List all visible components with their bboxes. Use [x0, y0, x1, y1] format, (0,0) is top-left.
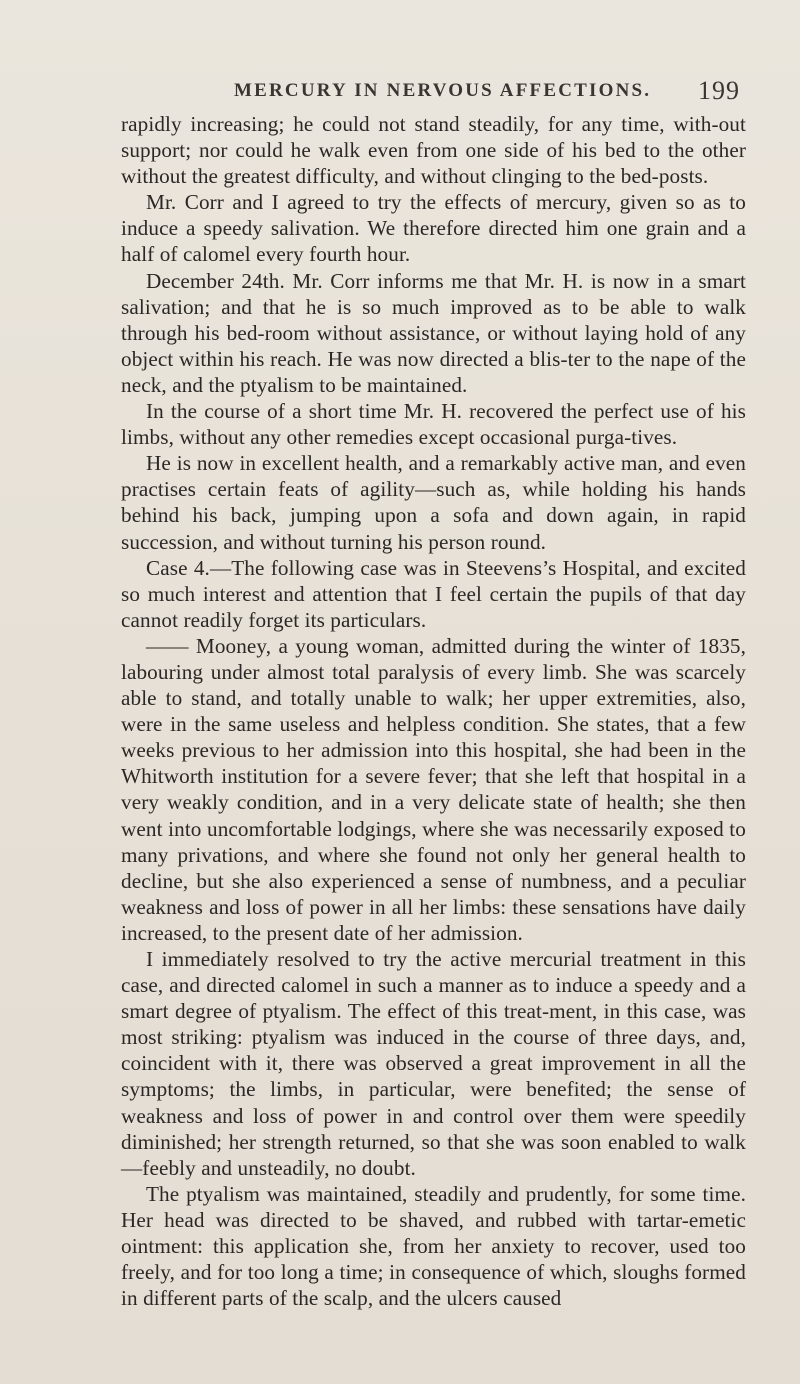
- paragraph-december-24th: December 24th. Mr. Corr informs me that Mr. H. is now in a smart salivation; and that he is so much improved as to be able to walk through his bed-room without assistance, or without laying hold of any object within his reach. He was now directed a blis-ter to the nape of the neck, and the ptyalism to be maintained.: [121, 268, 746, 397]
- paragraph-treatment: I immediately resolved to try the active mercurial treatment in this case, and directed calomel in such a manner as to induce a speedy and a smart degree of ptyalism. The effect of this treat-ment, in this case, was most striking: ptyalism was induced in the course of three days, and, coincident with it, there was observed a great improvement in all the symptoms; the limbs, in particular, were benefited; the sense of weakness and loss of power in and control over them were speedily diminished; her strength returned, so that she was soon enabled to walk—feebly and unsteadily, no doubt.: [121, 947, 746, 1180]
- paragraph-excellent-health: He is now in excellent health, and a remarkably active man, and even practises certain feats of agility—such as, while holding his hands behind his back, jumping upon a sofa and down again, in rapid succession, and without turning his person round.: [121, 451, 746, 554]
- page-number: 199: [698, 76, 740, 105]
- body-text: [121, 111, 746, 1311]
- paragraph-mooney: —— Mooney, a young woman, admitted during the winter of 1835, labouring under almost total paralysis of every limb. She was scarcely able to stand, and totally unable to walk; her upper extremities, also, were in the same useless and helpless condition. She states, that a few weeks previous to her admission into this hospital, she had been in the Whitworth institution for a severe fever; that she left that hospital in a very weakly condition, and in a very delicate state of health; she then went into uncomfortable lodgings, where she was necessarily exposed to many privations, and where she found not only her general health to decline, but she also experienced a sense of numbness, and a peculiar weakness and loss of power in all her limbs: these sensations have daily increased, to the present date of her admission.: [121, 633, 746, 945]
- paragraph-recovery: In the course of a short time Mr. H. recovered the perfect use of his limbs, without any other remedies except occasional purga-tives.: [121, 399, 746, 450]
- paragraph-continuation: rapidly increasing; he could not stand steadily, for any time, with-out support; nor could he walk even from one side of his bed to the other without the greatest difficulty, and without clinging to the bed-posts.: [121, 112, 746, 189]
- paragraph-case-4: Case 4.—The following case was in Steevens’s Hospital, and excited so much interest and attention that I feel certain the pupils of that day cannot readily forget its particulars.: [121, 555, 746, 632]
- paragraph-ptyalism: The ptyalism was maintained, steadily and prudently, for some time. Her head was directed to be shaved, and rubbed with tartar-emetic ointment: this application she, from her anxiety to recover, used too freely, and for too long a time; in consequence of which, sloughs formed in different parts of the scalp, and the ulcers caused: [121, 1181, 746, 1311]
- running-title: MERCURY IN NERVOUS AFFECTIONS.: [234, 80, 652, 101]
- page-header: [120, 76, 740, 108]
- paragraph-mercury-trial: Mr. Corr and I agreed to try the effects of mercury, given so as to induce a speedy salivation. We therefore directed him one grain and a half of calomel every fourth hour.: [121, 190, 746, 267]
